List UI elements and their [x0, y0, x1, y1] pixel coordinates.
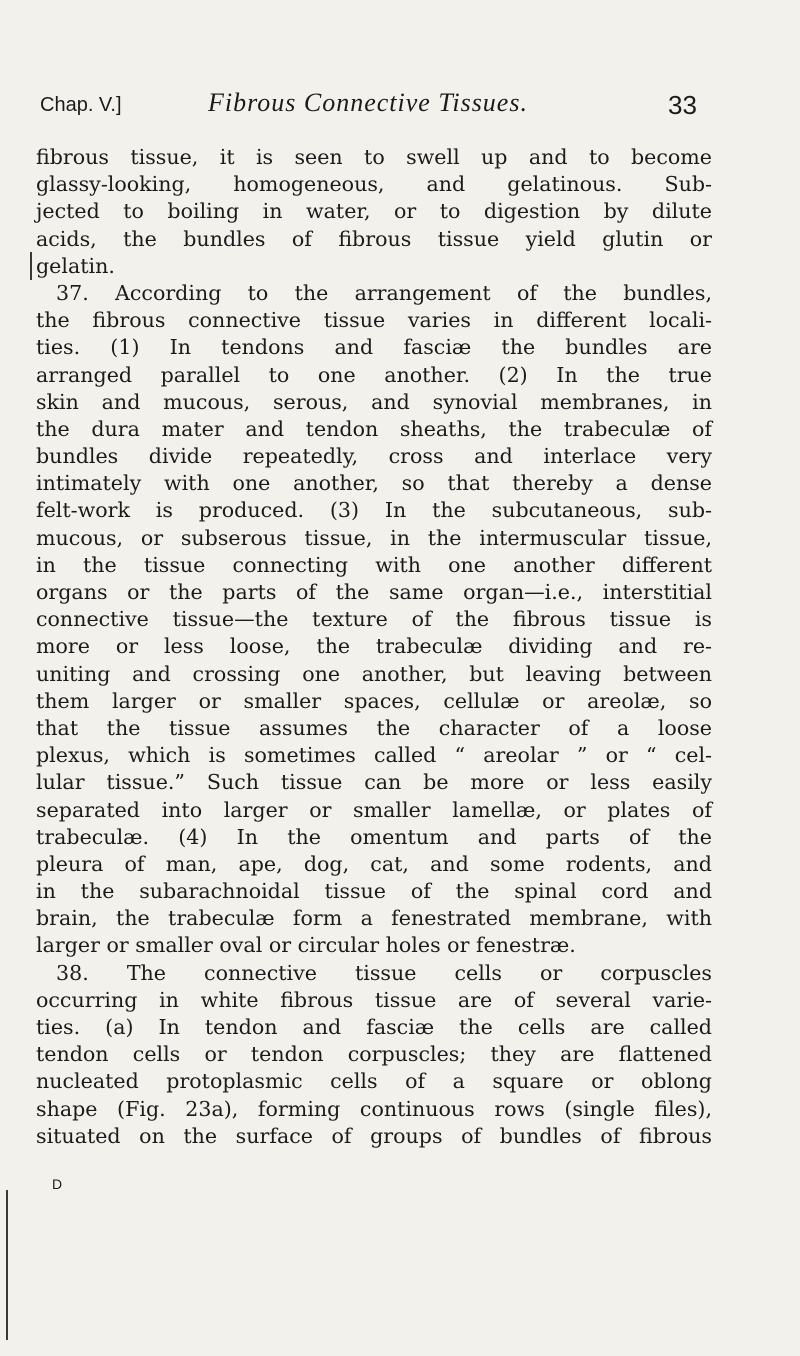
text-line: larger or smaller oval or circular holes or fenestræ.: [36, 933, 576, 958]
text-line: acids, the bundles of fibrous tissue yield glutin or: [36, 226, 712, 251]
page-edge-mark: [30, 252, 32, 280]
text-line: fibrous tissue, it is seen to swell up and to become: [36, 145, 712, 169]
text-line: bundles divide repeatedly, cross and interlace very: [36, 444, 712, 469]
text-line: jected to boiling in water, or to digestion by dilute: [36, 199, 712, 224]
page-number: 33: [668, 90, 697, 120]
text-line: in the subarachnoidal tissue of the spinal cord and: [36, 879, 712, 904]
text-line: glassy-looking, homogeneous, and gelatinous. Sub-: [36, 172, 712, 197]
text-line: situated on the surface of groups of bundles of fibrous: [36, 1123, 712, 1148]
text-line: pleura of man, ape, dog, cat, and some rodents, and: [36, 851, 712, 876]
text-line: them larger or smaller spaces, cellulæ or areolæ, so: [36, 688, 712, 713]
text-line: 38. The connective tissue cells or corpuscles: [56, 960, 712, 985]
text-line: intimately with one another, so that thereby a dense: [36, 471, 712, 496]
text-line: mucous, or subserous tissue, in the intermuscular tissue,: [36, 525, 712, 550]
text-line: the fibrous connective tissue varies in different locali-: [36, 308, 712, 333]
text-line: occurring in white fibrous tissue are of several varie-: [36, 987, 712, 1012]
text-line: shape (Fig. 23a), forming continuous rows (single files),: [36, 1096, 712, 1121]
text-line: felt-work is produced. (3) In the subcutaneous, sub-: [36, 498, 712, 523]
text-line: connective tissue—the texture of the fibrous tissue is: [36, 607, 712, 632]
body-text: [36, 144, 712, 1150]
text-line: gelatin.: [36, 253, 115, 278]
text-line: arranged parallel to one another. (2) In the true: [36, 362, 712, 387]
text-line: tendon cells or tendon corpuscles; they are flattened: [36, 1042, 712, 1067]
signature-mark: D: [52, 1176, 63, 1192]
text-line: ties. (a) In tendon and fasciæ the cells are called: [36, 1015, 712, 1039]
text-line: brain, the trabeculæ form a fenestrated membrane, with: [36, 906, 712, 931]
running-head: [36, 88, 708, 124]
text-line: separated into larger or smaller lamellæ, or plates of: [36, 797, 712, 822]
page-edge-mark: [6, 1190, 8, 1340]
text-line: plexus, which is sometimes called “ areolar ” or “ cel-: [36, 743, 712, 768]
chapter-label: Chap. V.]: [40, 94, 122, 116]
text-line: more or less loose, the trabeculæ dividing and re-: [36, 634, 712, 659]
text-line: trabeculæ. (4) In the omentum and parts of the: [36, 824, 712, 849]
text-line: 37. According to the arrangement of the bundles,: [56, 280, 712, 305]
text-line: organs or the parts of the same organ—i.e., interstitial: [36, 580, 712, 604]
text-line: nucleated protoplasmic cells of a square or oblong: [36, 1069, 712, 1094]
text-line: ties. (1) In tendons and fasciæ the bundles are: [36, 335, 712, 360]
text-line: in the tissue connecting with one another different: [36, 552, 712, 577]
text-line: lular tissue.” Such tissue can be more or less easily: [36, 770, 712, 795]
text-line: uniting and crossing one another, but leaving between: [36, 661, 712, 686]
text-line: the dura mater and tendon sheaths, the trabeculæ of: [36, 416, 712, 441]
running-title: Fibrous Connective Tissues.: [208, 88, 528, 117]
text-line: skin and mucous, serous, and synovial membranes, in: [36, 389, 712, 414]
text-line: that the tissue assumes the character of a loose: [36, 715, 712, 740]
